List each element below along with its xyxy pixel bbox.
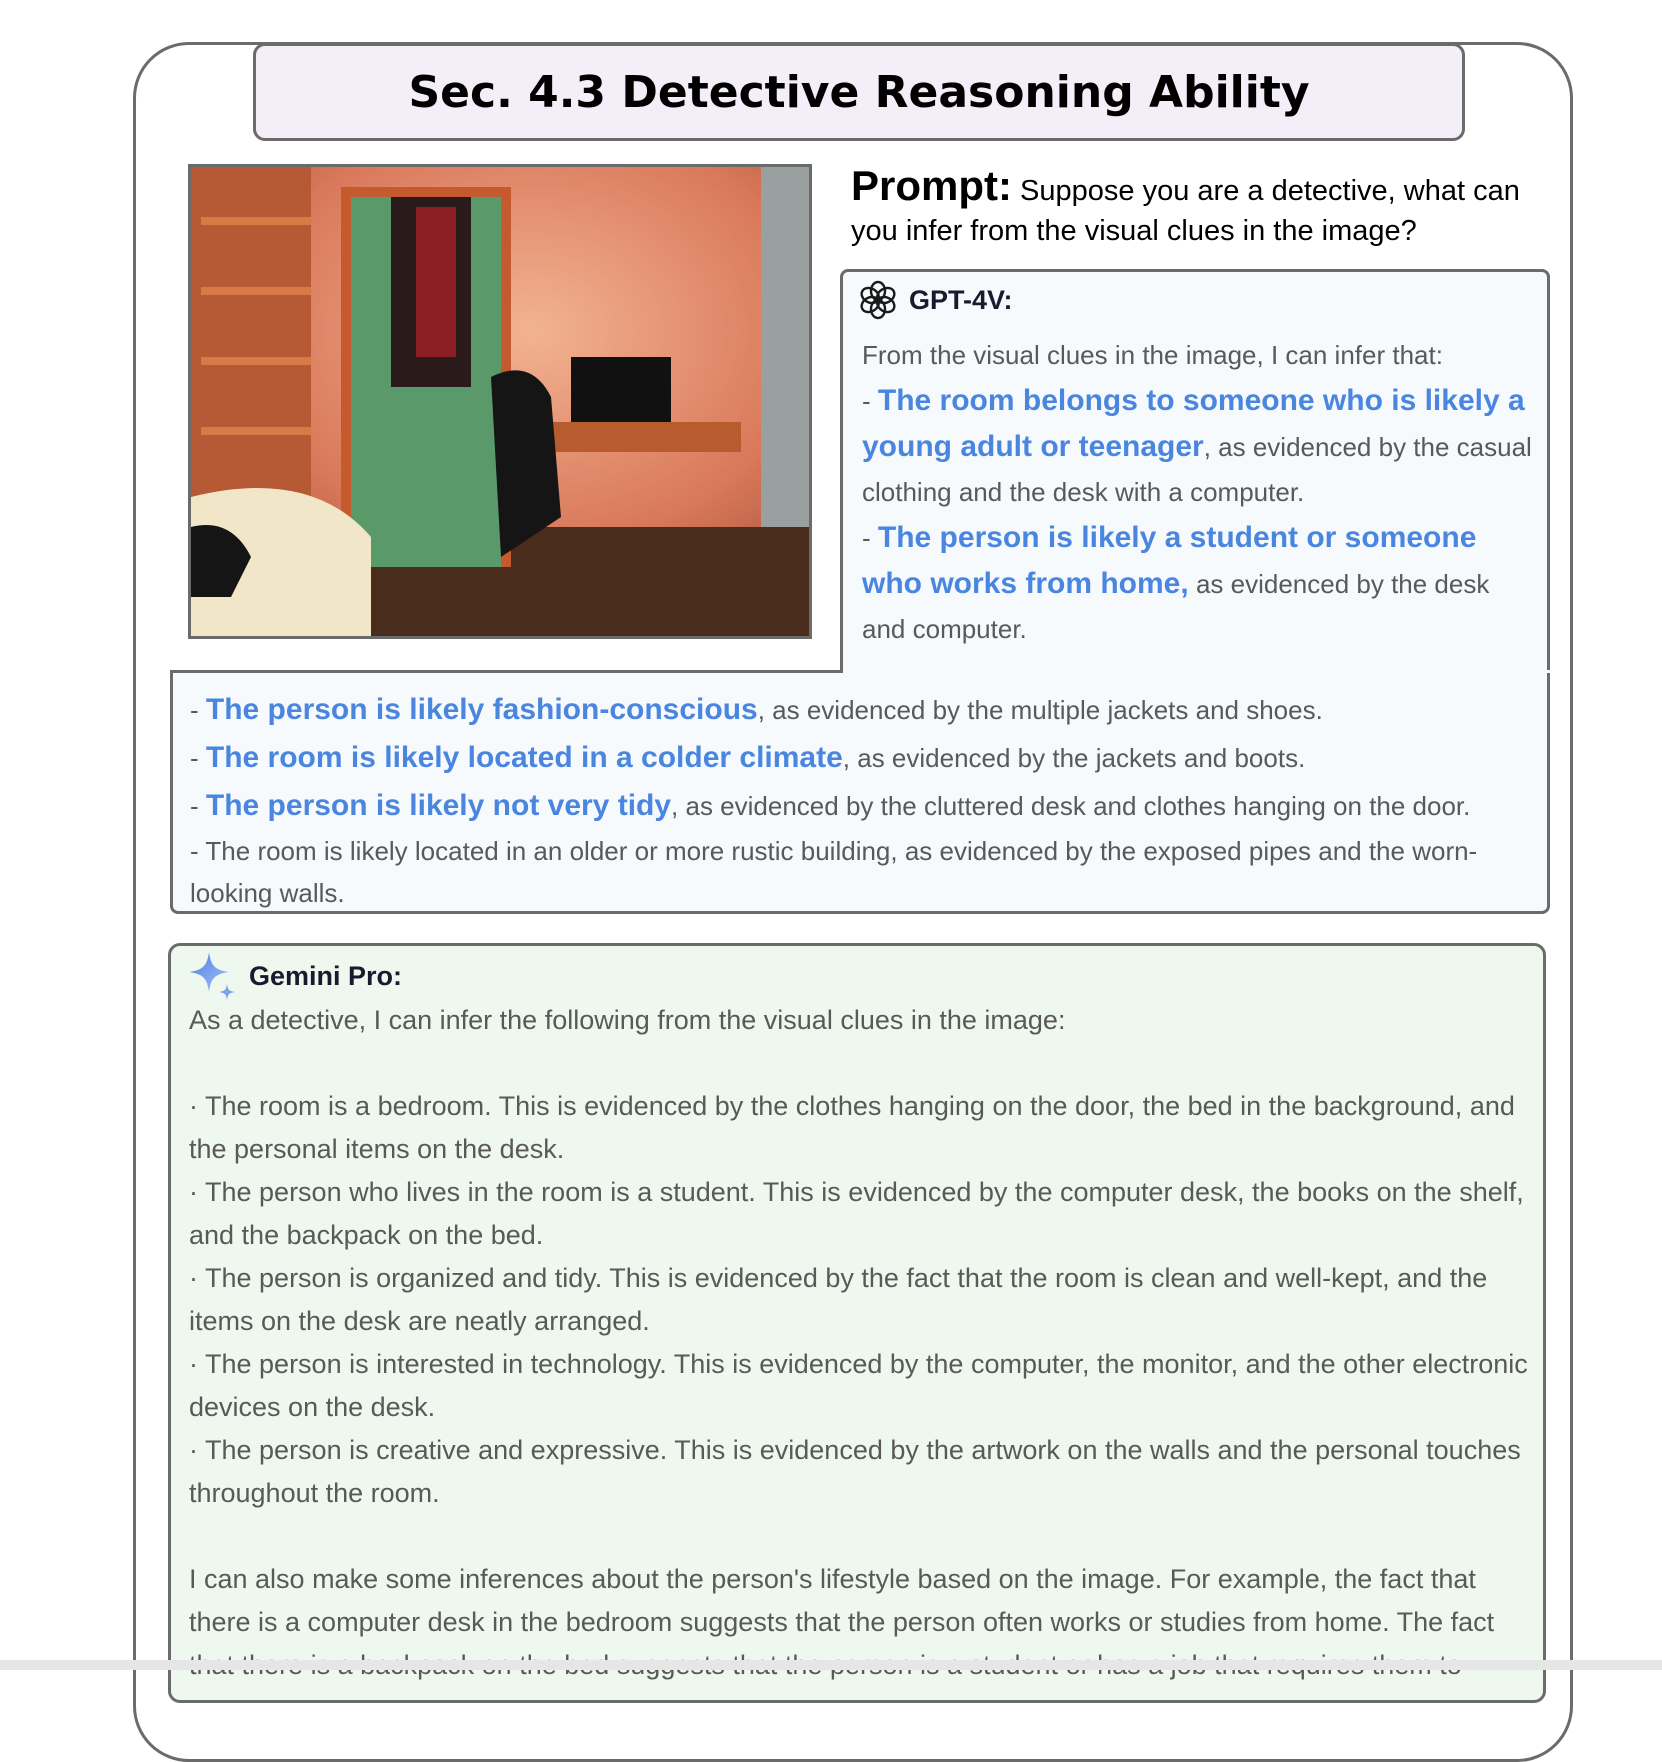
gpt-response-upper bbox=[862, 333, 1532, 652]
gpt-intro: From the visual clues in the image, I can infer that: bbox=[862, 340, 1443, 370]
room-photo bbox=[188, 164, 812, 639]
gpt-point: - The person is likely not very tidy, as evidenced by the cluttered desk and clothes hanging on the door. bbox=[190, 789, 1471, 822]
gemini-point: · The person is interested in technology. This is evidenced by the computer, the monitor, and the other electronic devices on the desk. bbox=[189, 1349, 1528, 1422]
gemini-point: · The person is organized and tidy. This is evidenced by the fact that the room is clean and well-kept, and the items on the desk are neatly arranged. bbox=[189, 1263, 1488, 1336]
gemini-header bbox=[187, 950, 402, 1002]
prompt bbox=[851, 162, 1551, 251]
gpt-header bbox=[857, 279, 1013, 321]
gemini-sparkle-icon bbox=[187, 950, 239, 1002]
gpt-name: GPT-4V: bbox=[909, 284, 1013, 315]
gemini-point: · The room is a bedroom. This is evidenced by the clothes hanging on the door, the bed in the background, and the personal items on the desk. bbox=[189, 1091, 1515, 1164]
gemini-point: · The person who lives in the room is a student. This is evidenced by the computer desk, the books on the shelf, and the backpack on the bed. bbox=[189, 1177, 1524, 1250]
gpt-point: - The room is likely located in a colder climate, as evidenced by the jackets and boots. bbox=[190, 741, 1306, 774]
section-title: Sec. 4.3 Detective Reasoning Ability bbox=[408, 66, 1310, 118]
gpt-point: - The room belongs to someone who is likely a young adult or teenager, as evidenced by the casual clothing and the desk with a computer. bbox=[862, 384, 1532, 507]
gemini-intro: As a detective, I can infer the following from the visual clues in the image: bbox=[189, 1005, 1066, 1035]
gpt-response-lower bbox=[190, 686, 1540, 914]
gemini-name: Gemini Pro: bbox=[249, 960, 403, 991]
bottom-scroll-bar bbox=[0, 1660, 1662, 1670]
gpt-point-last: - The room is likely located in an older or more rustic building, as evidenced by the exposed pipes and the worn-looking walls. bbox=[190, 836, 1478, 908]
room-photo-illustration bbox=[191, 167, 809, 636]
gpt-point: - The person is likely fashion-conscious, as evidenced by the multiple jackets and shoes. bbox=[190, 693, 1323, 726]
gemini-response bbox=[189, 999, 1529, 1687]
gemini-outro: I can also make some inferences about the person's lifestyle based on the image. For example, the fact that there is a computer desk in the bedroom suggests that the person often works or studies from home. The fact bbox=[189, 1564, 1495, 1637]
title-banner bbox=[253, 43, 1465, 141]
openai-logo-icon bbox=[857, 279, 899, 321]
gemini-point: · The person is creative and expressive. This is evidenced by the artwork on the walls and the personal touches throughout the room. bbox=[189, 1435, 1521, 1508]
prompt-label: Prompt: bbox=[851, 162, 1012, 209]
prompt-text: Suppose you are a detective, what can you infer from the visual clues in the image? bbox=[851, 175, 1520, 247]
gpt-point: - The person is likely a student or someone who works from home, as evidenced by the desk and computer. bbox=[862, 521, 1490, 644]
